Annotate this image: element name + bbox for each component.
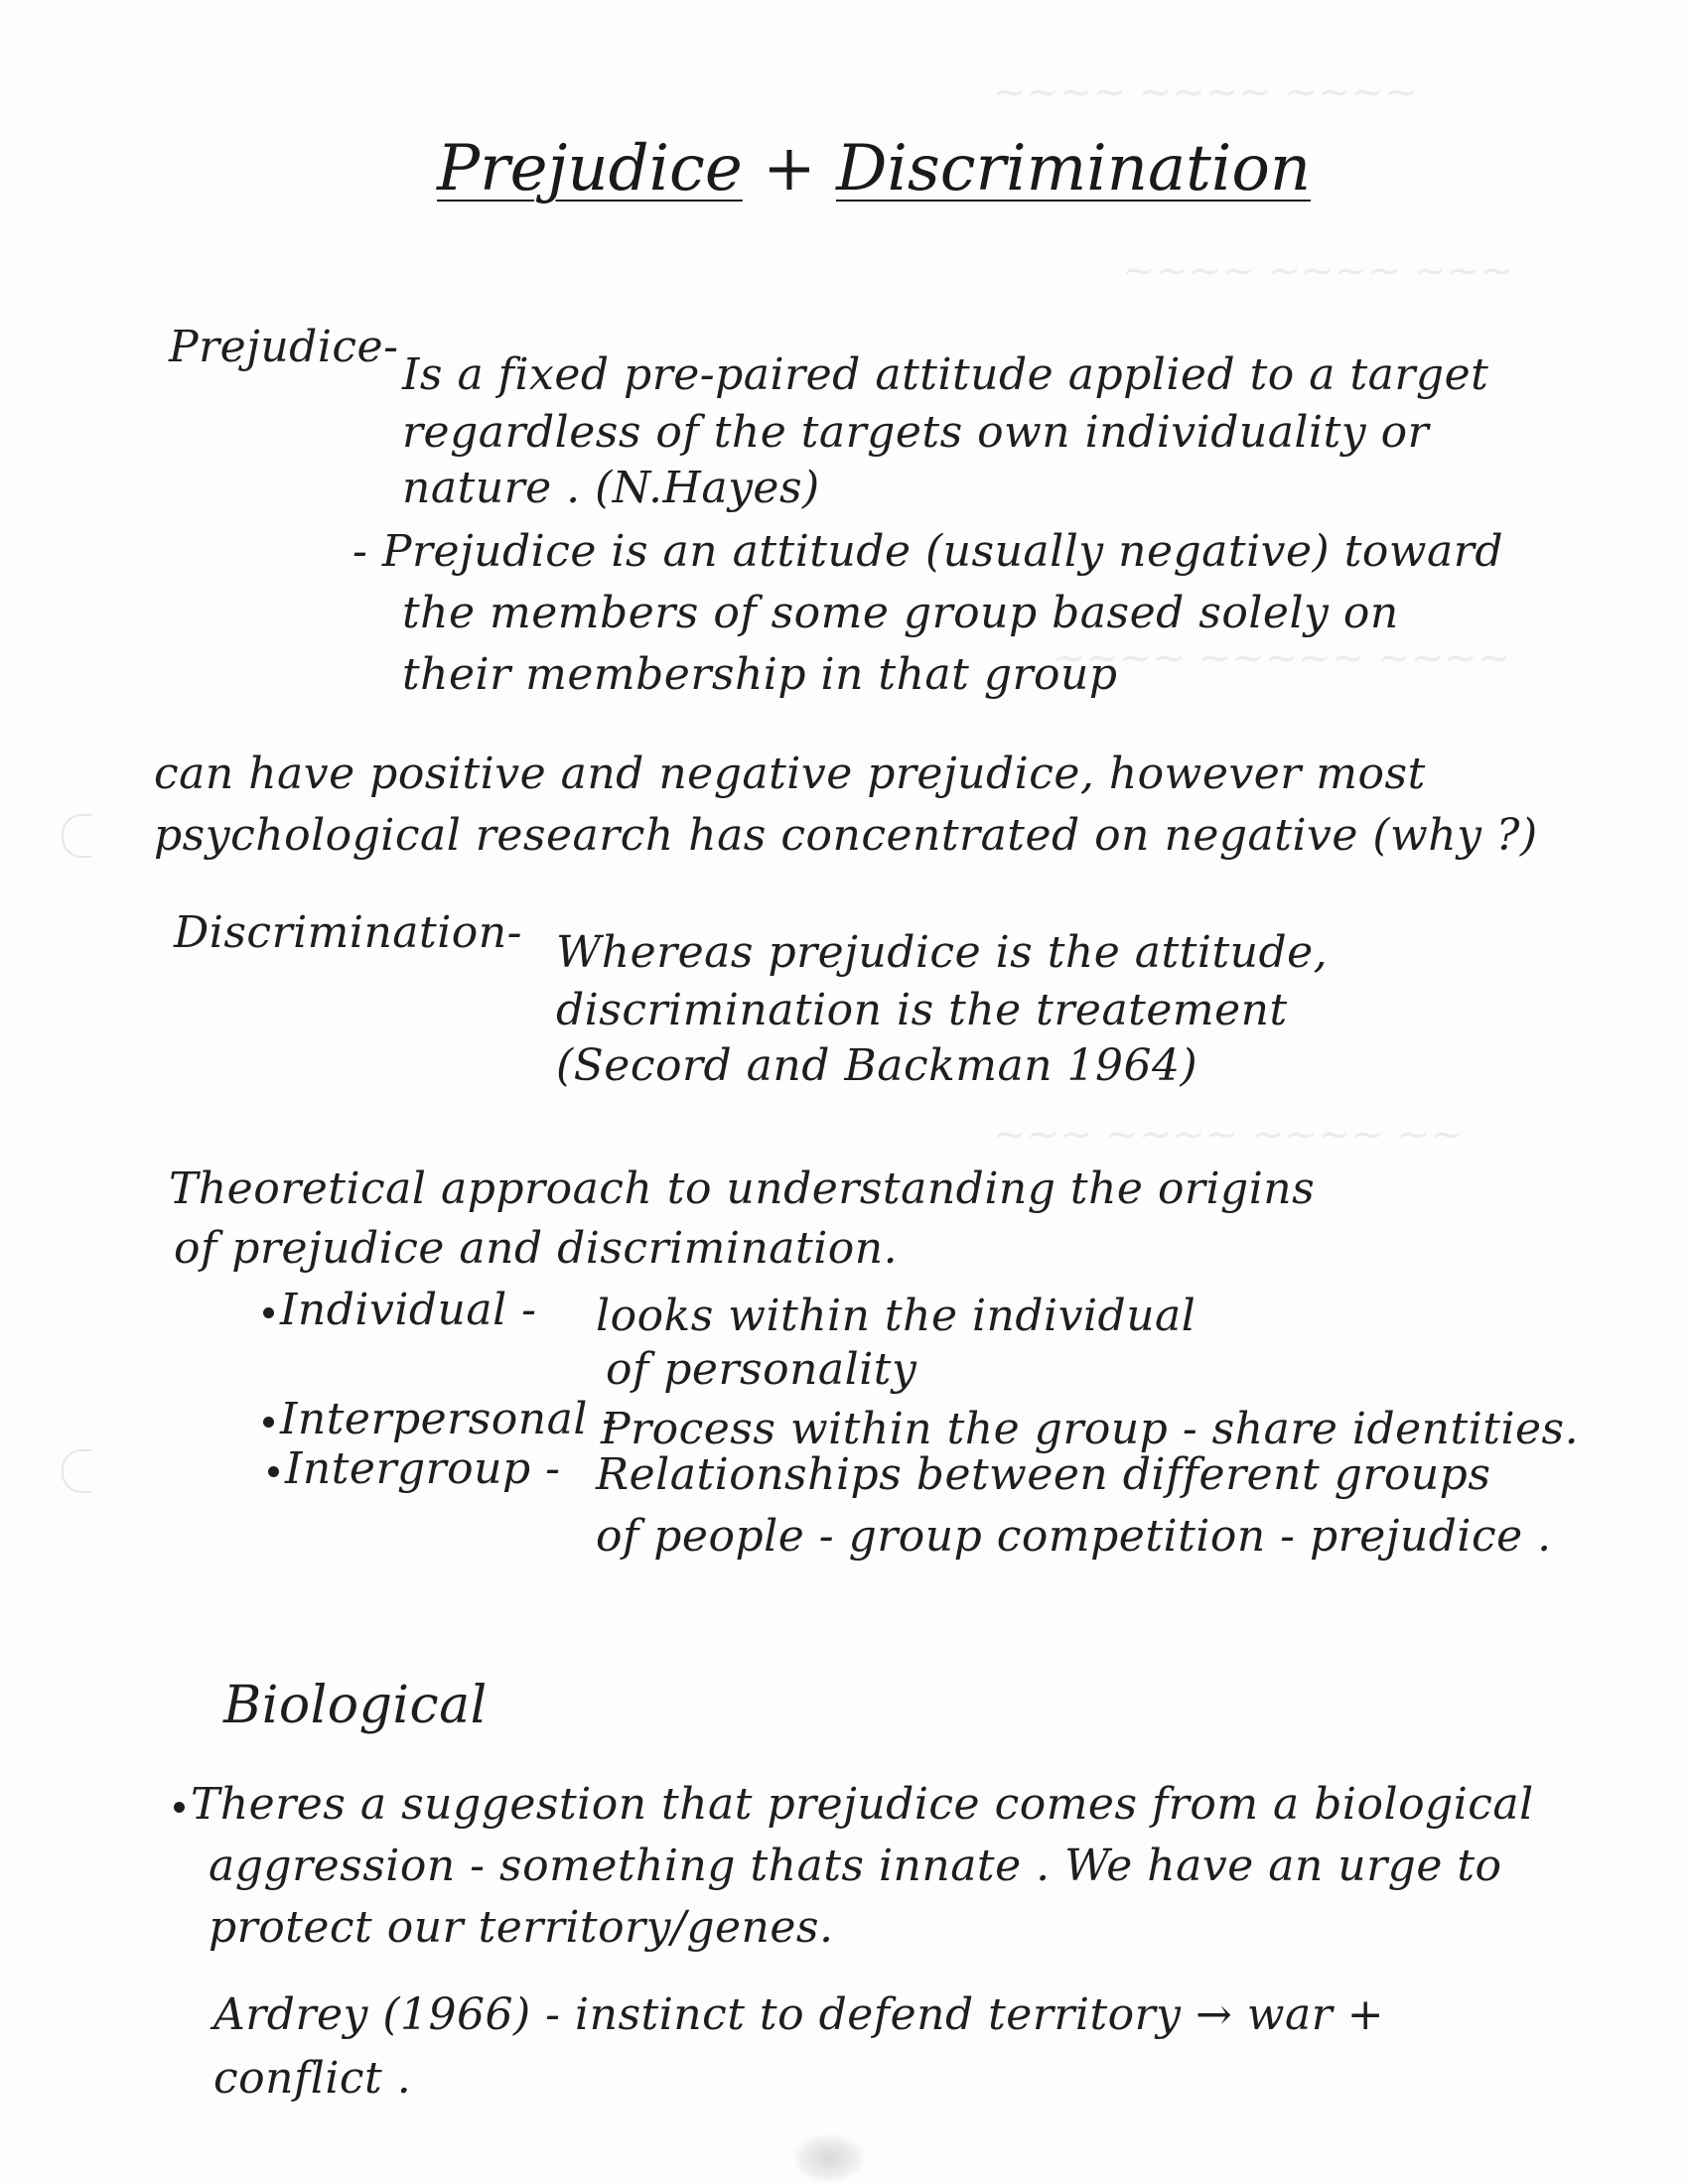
approach-individual-term: Individual - [263, 1283, 537, 1338]
theory-intro-line2: of prejudice and discrimination. [174, 1223, 899, 1274]
prejudice-def2-line1: - Prejudice is an attitude (usually negative) toward [352, 526, 1503, 577]
biological-bullet-line2: aggression - something thats innate . We have an urge to [209, 1841, 1502, 1891]
discrimination-line1: Whereas prejudice is the attitude, [556, 927, 1329, 978]
punch-hole-mark [62, 814, 91, 858]
bullet-dot [174, 1802, 185, 1813]
approach-intergroup-line2: of people - group competition - prejudice . [596, 1511, 1552, 1562]
approach-intergroup-term: Intergroup - [268, 1441, 561, 1497]
discrimination-citation: (Secord and Backman 1964) [556, 1040, 1198, 1091]
approach-intergroup-line1: Relationships between different groups [596, 1449, 1491, 1500]
approach-interpersonal-line1: Process within the group - share identities. [601, 1404, 1580, 1454]
page-title [437, 129, 1311, 208]
title-plus: + [763, 132, 816, 205]
ardrey-line2: conflict . [213, 2053, 412, 2104]
punch-hole-mark [62, 1449, 91, 1493]
title-word-discrimination: Discrimination [836, 132, 1312, 205]
prejudice-def1-line1: Is a fixed pre-paired attitude applied to a target [402, 349, 1489, 400]
discrimination-term: Discrimination- [174, 907, 522, 958]
prejudice-def1-line3: nature . (N.Hayes) [402, 463, 820, 513]
biological-heading: Biological [223, 1676, 488, 1735]
prejudice-term: Prejudice- [169, 322, 399, 372]
bullet-dot [263, 1307, 274, 1318]
approach-interpersonal-term: Interpersonal - [263, 1392, 618, 1447]
positive-negative-line2: psychological research has concentrated on negative (why ?) [154, 810, 1538, 861]
discrimination-line2: discrimination is the treatement [556, 985, 1288, 1035]
bullet-dot [263, 1417, 274, 1428]
approach-individual-line1: looks within the individual [596, 1291, 1196, 1341]
prejudice-def1-line2: regardless of the targets own individuality or [402, 407, 1430, 458]
prejudice-def2-line2: the members of some group based solely on [402, 588, 1399, 638]
ardrey-line1: Ardrey (1966) - instinct to defend territory → war + [213, 1989, 1385, 2040]
approach-individual-line2: of personality [606, 1344, 917, 1395]
biological-bullet-line1: Theres a suggestion that prejudice comes from a biological [174, 1777, 1534, 1833]
title-word-prejudice: Prejudice [437, 132, 743, 205]
bullet-dot [268, 1466, 279, 1477]
biological-bullet-line3: protect our territory/genes. [209, 1902, 834, 1953]
ink-smudge [794, 2134, 864, 2182]
positive-negative-line1: can have positive and negative prejudice, however most [154, 749, 1426, 799]
bleed-through-text: ~~~ ~~~~ ~~~~ ~~ [993, 1112, 1464, 1158]
theory-intro-line1: Theoretical approach to understanding the origins [169, 1163, 1316, 1214]
prejudice-def2-line3: their membership in that group [402, 649, 1118, 700]
bleed-through-text: ~~~~ ~~~~~ ~~~~ [1053, 635, 1511, 681]
bleed-through-text: ~~~~ ~~~~ ~~~ [1122, 248, 1514, 294]
bleed-through-text: ~~~~ ~~~~ ~~~~ [993, 69, 1418, 115]
